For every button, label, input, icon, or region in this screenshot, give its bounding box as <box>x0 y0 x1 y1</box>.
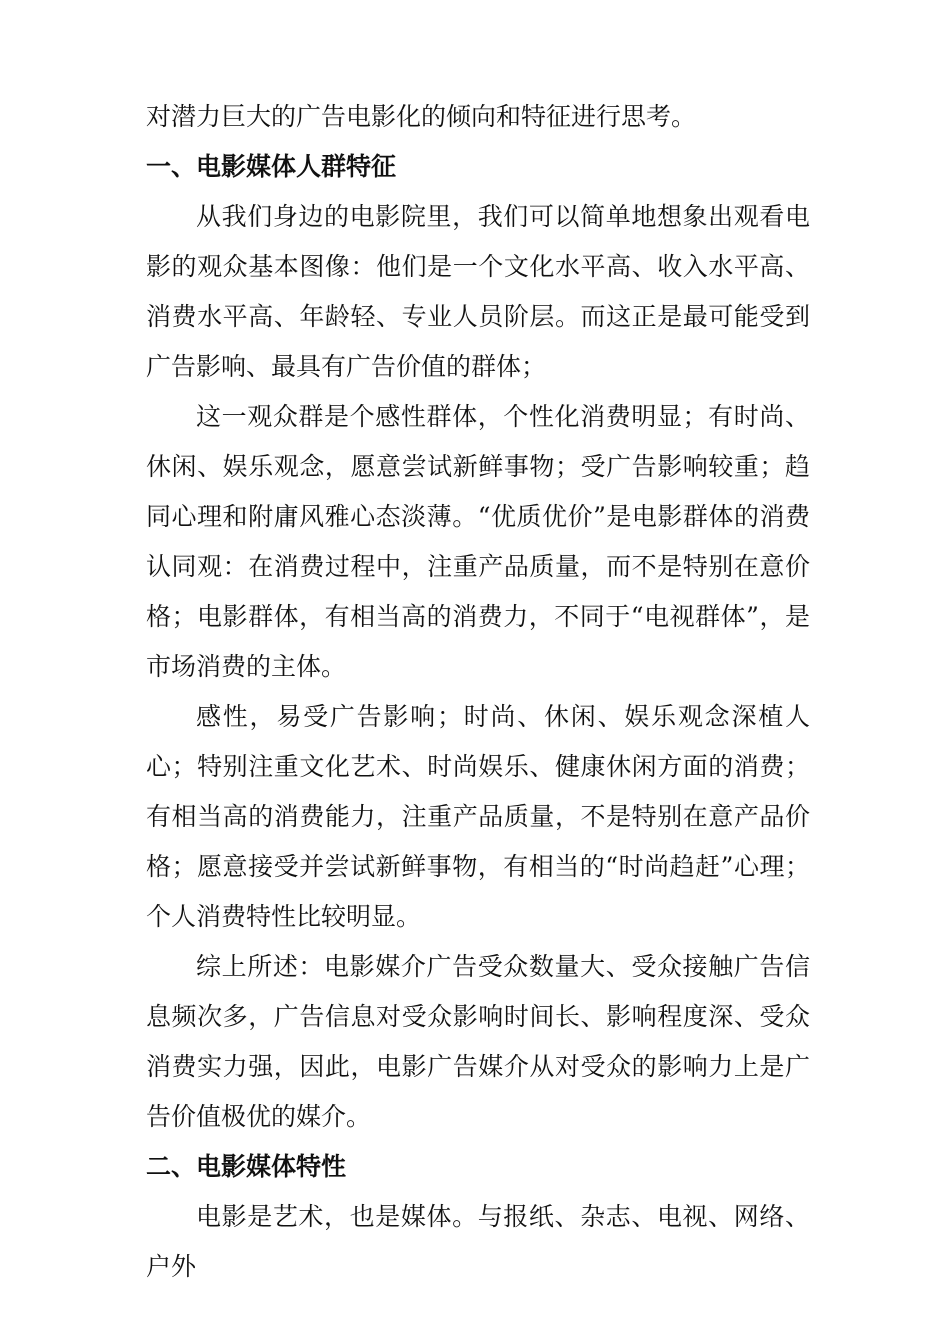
continuation-paragraph: 对潜力巨大的广告电影化的倾向和特征进行思考。 <box>146 102 697 131</box>
paragraph: 感性，易受广告影响；时尚、休闲、娱乐观念深植人心；特别注重文化艺术、时尚娱乐、健康休闲方面的消费；有相当高的消费能力，注重产品质量，不是特别在意产品价格；愿意接受并尝试新鲜事物，有相当的“时尚趋赶”心理；个人消费特性比较明显。 <box>146 702 810 931</box>
document-body <box>146 92 810 1292</box>
paragraph: 从我们身边的电影院里，我们可以简单地想象出观看电影的观众基本图像：他们是一个文化水平高、收入水平高、消费水平高、年龄轻、专业人员阶层。而这正是最可能受到广告影响、最具有广告价值的群体； <box>146 202 810 381</box>
paragraph: 这一观众群是个感性群体，个性化消费明显；有时尚、休闲、娱乐观念，愿意尝试新鲜事物；受广告影响较重；趋同心理和附庸风雅心态淡薄。“优质优价”是电影群体的消费认同观：在消费过程中，注重产品质量，而不是特别在意价格；电影群体，有相当高的消费力，不同于“电视群体”，是市场消费的主体。 <box>146 402 810 681</box>
paragraph: 综上所述：电影媒介广告受众数量大、受众接触广告信息频次多，广告信息对受众影响时间长、影响程度深、受众消费实力强，因此，电影广告媒介从对受众的影响力上是广告价值极优的媒介。 <box>146 952 810 1131</box>
section-heading-audience: 一、电影媒体人群特征 <box>146 152 397 181</box>
paragraph: 电影是艺术，也是媒体。与报纸、杂志、电视、网络、户外 <box>146 1202 810 1281</box>
section-heading-media: 二、电影媒体特性 <box>146 1152 347 1181</box>
